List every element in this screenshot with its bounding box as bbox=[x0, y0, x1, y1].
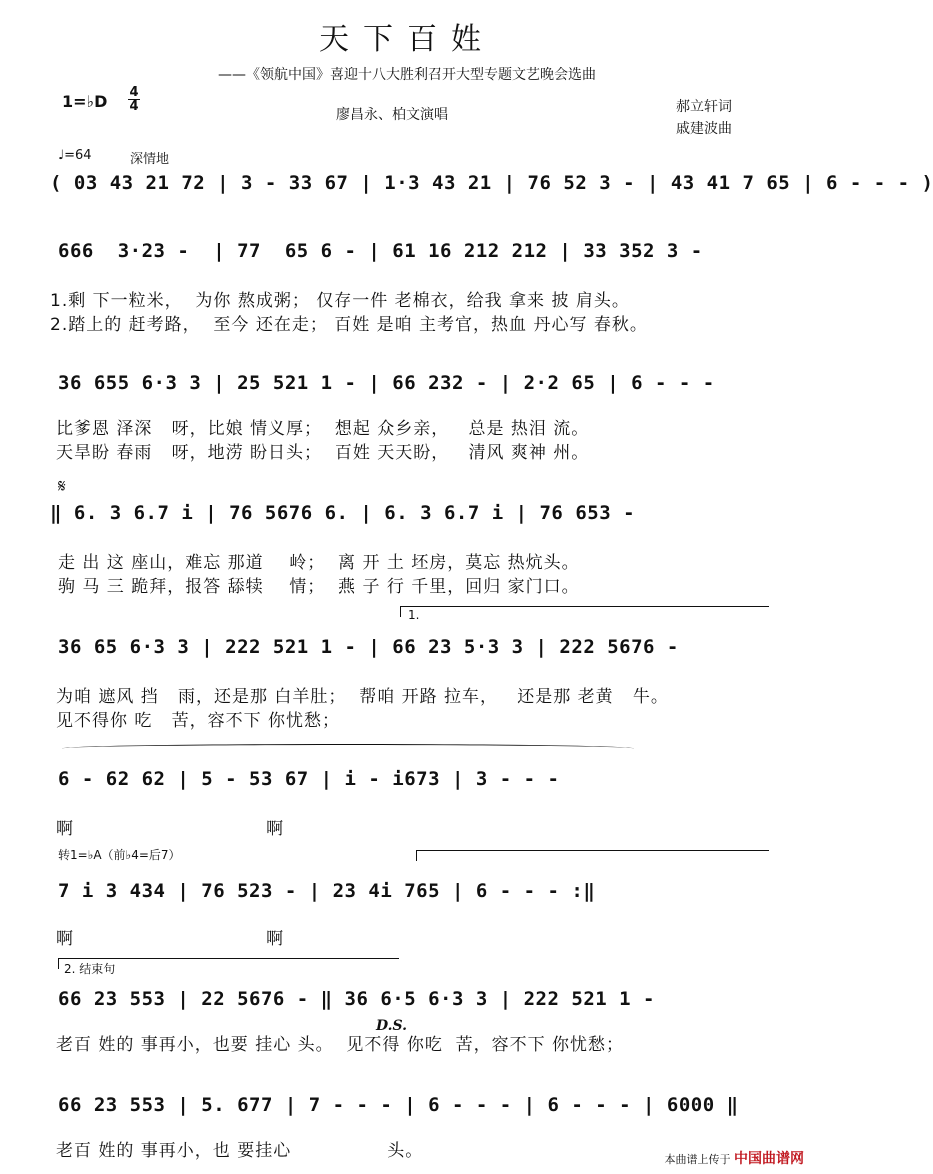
notation-row-1: ( 03 43 21 72 | 3 - 33 67 | 1·3 43 21 | 76 52 3 - | 43 41 7 65 | 6 - - - ) bbox=[50, 172, 933, 194]
lyric-row-8: 老百 姓的 事再小，也要 挂心 头。 见不得 你吃 苦，容不下 你忧愁； bbox=[56, 1035, 625, 1055]
notation-row-6: 6 - 62 62 | 5 - 53 67 | i - i673 | 3 - - - bbox=[58, 768, 560, 790]
lyricist: 郝立轩词 bbox=[676, 99, 732, 115]
notation-row-2: 666 3·23 - | 77 65 6 - | 61 16 212 212 | 33 352 3 - bbox=[58, 240, 703, 262]
lyric-row-2-verse-2: 2.踏上的 赶考路， 至今 还在走； 百姓 是咱 主考官，热血 丹心写 春秋。 bbox=[50, 315, 648, 335]
time-sig-bottom: 4 bbox=[129, 99, 139, 114]
notation-row-8: 66 23 553 | 22 5676 - ‖ 36 6·5 6·3 3 | 222 521 1 - bbox=[58, 988, 655, 1010]
expression-mark: 深情地 bbox=[130, 152, 170, 167]
lyric-row-9: 老百 姓的 事再小，也 要挂心 头。 bbox=[56, 1141, 424, 1161]
notation-row-5: 36 65 6·3 3 | 222 521 1 - | 66 23 5·3 3 | 222 5676 - bbox=[58, 636, 679, 658]
lyric-row-6: 啊 啊 bbox=[56, 819, 285, 839]
song-title: 天下百姓 bbox=[319, 22, 495, 57]
footer-prefix: 本曲谱上传于 bbox=[664, 1153, 731, 1166]
time-sig-top: 4 bbox=[129, 85, 139, 100]
lyric-row-2-verse-1: 1.剩 下一粒米， 为你 熬成粥； 仅存一件 老棉衣，给我 拿来 披 肩头。 bbox=[50, 291, 630, 311]
tempo-mark: ♩=64 bbox=[58, 148, 92, 163]
notation-row-4: ‖ 6. 3 6.7 i | 76 5676 6. | 6. 3 6.7 i | 76 653 - bbox=[50, 502, 636, 524]
lyric-row-7: 啊 啊 bbox=[56, 929, 285, 949]
first-ending-bracket bbox=[400, 606, 769, 617]
phrase-slur bbox=[62, 744, 634, 753]
singers: 廖昌永、柏文演唱 bbox=[336, 107, 448, 123]
lyric-row-3-verse-1: 比爹恩 泽深 呀，比娘 情义厚； 想起 众乡亲， 总是 热泪 流。 bbox=[56, 419, 590, 439]
lyric-row-4-verse-1: 走 出 这 座山，难忘 那道 岭； 离 开 土 坯房，莫忘 热炕头。 bbox=[58, 553, 580, 573]
lyric-row-4-verse-2: 驹 马 三 跪拜，报答 舔犊 情； 燕 子 行 千里，回归 家门口。 bbox=[58, 577, 580, 597]
notation-row-9: 66 23 553 | 5. 677 | 7 - - - | 6 - - - | 6 - - - | 6000 ‖ bbox=[58, 1094, 739, 1116]
first-ending-label: 1. bbox=[408, 608, 420, 622]
second-ending-label: 2. 结束句 bbox=[64, 962, 116, 976]
lyric-row-5-verse-1: 为咱 遮风 挡 雨，还是那 白羊肚； 帮咱 开路 拉车， 还是那 老黄 牛。 bbox=[56, 687, 669, 707]
time-signature bbox=[128, 86, 140, 113]
modulation-mark: 转1=♭A（前♭4=后7） bbox=[58, 848, 181, 862]
repeat-bracket bbox=[416, 850, 769, 861]
site-logo-text[interactable]: 中国曲谱网 bbox=[734, 1151, 804, 1167]
segno-sign: 𝄋 bbox=[58, 476, 66, 497]
dal-segno-mark: D.S. bbox=[376, 1018, 408, 1034]
notation-row-7: 7 i 3 434 | 76 523 - | 23 4i 765 | 6 - - - :‖ bbox=[58, 880, 596, 902]
lyric-row-3-verse-2: 天旱盼 春雨 呀，地涝 盼日头； 百姓 天天盼， 清风 爽神 州。 bbox=[56, 443, 590, 463]
lyric-row-5-verse-2: 见不得你 吃 苦，容不下 你忧愁； bbox=[56, 711, 341, 731]
composer: 戚建波曲 bbox=[676, 121, 732, 137]
song-subtitle: ——《领航中国》喜迎十八大胜利召开大型专题文艺晚会选曲 bbox=[218, 67, 596, 83]
upload-footer bbox=[665, 1148, 805, 1168]
key-signature: 1=♭D bbox=[62, 92, 108, 111]
notation-row-3: 36 655 6·3 3 | 25 521 1 - | 66 232 - | 2·2 65 | 6 - - - bbox=[58, 372, 715, 394]
